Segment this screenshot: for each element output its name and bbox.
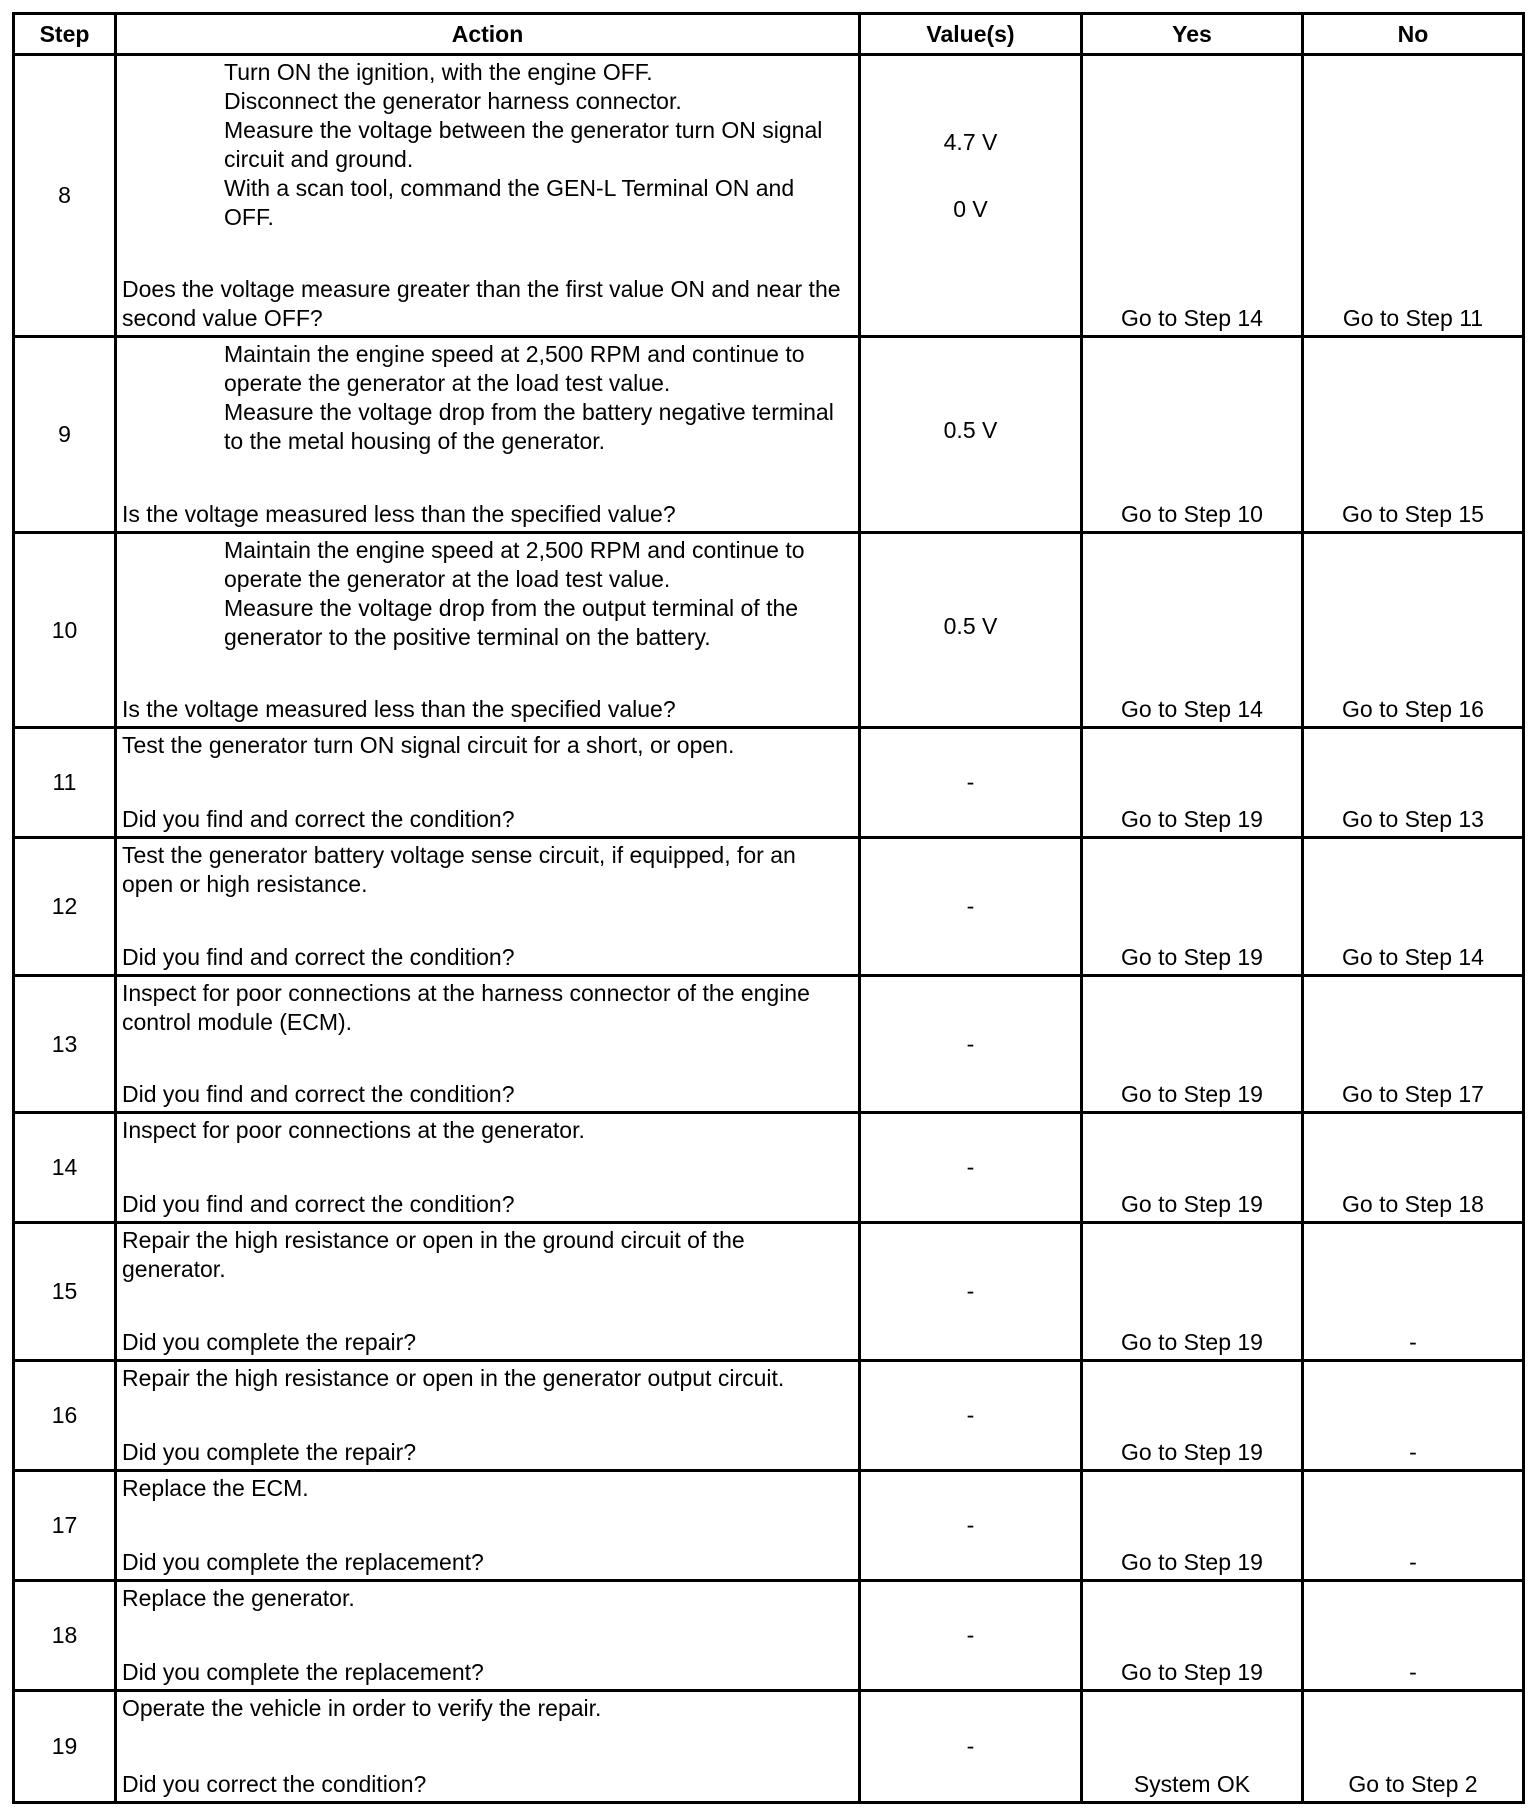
action-cell (116, 1113, 860, 1223)
no-result: - (1303, 1223, 1524, 1361)
step-number: 9 (14, 337, 116, 533)
step-number: 13 (14, 975, 116, 1113)
yes-result: Go to Step 19 (1082, 1223, 1303, 1361)
value-spacer (861, 157, 1080, 195)
specified-value: - (966, 1401, 975, 1428)
action-content (117, 1692, 858, 1801)
action-instruction: Measure the voltage between the generator turn ON signal circuit and ground. (224, 117, 823, 172)
action-instruction-list (122, 536, 850, 652)
action-content (117, 839, 858, 974)
action-instruction: Maintain the engine speed at 2,500 RPM and continue to operate the generator at the load test value. (224, 536, 805, 592)
action-content (117, 1362, 858, 1469)
action-question: Did you correct the condition? (122, 1771, 427, 1797)
action-instruction: Test the generator battery voltage sense circuit, if equipped, for an open or high resistance. (122, 842, 796, 898)
value-cell (860, 1361, 1082, 1471)
step-number: 10 (14, 532, 116, 728)
table-row (14, 1223, 1524, 1361)
action-question: Did you complete the repair? (122, 1438, 417, 1465)
action-question: Did you find and correct the condition? (122, 1191, 515, 1218)
step-number: 15 (14, 1223, 116, 1361)
action-cell (116, 1223, 860, 1361)
action-instruction: Inspect for poor connections at the generator. (122, 1117, 585, 1144)
action-question: Did you complete the replacement? (122, 1658, 484, 1685)
action-content (117, 1224, 858, 1359)
action-instruction: Measure the voltage drop from the battery negative terminal to the metal housing of the generator. (224, 399, 834, 455)
value-cell (860, 337, 1082, 533)
action-cell (116, 1580, 860, 1690)
specified-value: - (966, 1030, 975, 1057)
action-instruction: With a scan tool, command the GEN-L Terminal ON and OFF. (224, 175, 795, 230)
yes-result: Go to Step 14 (1082, 55, 1303, 337)
no-result: Go to Step 11 (1303, 55, 1524, 337)
specified-value: - (966, 769, 975, 796)
action-cell (116, 1361, 860, 1471)
value-cell (860, 975, 1082, 1113)
specified-value: - (966, 892, 975, 919)
step-number: 14 (14, 1113, 116, 1223)
action-question: Did you find and correct the condition? (122, 806, 515, 833)
table-row (14, 55, 1524, 337)
table-row (14, 838, 1524, 976)
yes-result: Go to Step 10 (1082, 337, 1303, 533)
header-values: Value(s) (860, 14, 1082, 55)
action-cell (116, 1690, 860, 1802)
action-content (117, 56, 858, 335)
action-question: Is the voltage measured less than the specified value? (122, 500, 676, 527)
action-instruction: Maintain the engine speed at 2,500 RPM and continue to operate the generator at the load test value. (224, 341, 805, 397)
action-instruction-list (122, 58, 850, 232)
specified-value: - (966, 1511, 975, 1538)
action-question: Did you complete the repair? (122, 1329, 417, 1356)
specified-value: 0 V (953, 195, 988, 222)
action-cell (116, 55, 860, 337)
action-instruction: Turn ON the ignition, with the engine OFF. (224, 59, 653, 85)
yes-result: Go to Step 19 (1082, 838, 1303, 976)
table-row (14, 1690, 1524, 1802)
action-instruction: Test the generator turn ON signal circuit for a short, or open. (122, 732, 735, 759)
yes-result: Go to Step 19 (1082, 1470, 1303, 1580)
action-cell (116, 975, 860, 1113)
action-instruction: Repair the high resistance or open in the generator output circuit. (122, 1365, 785, 1392)
value-cell (860, 1223, 1082, 1361)
step-number: 8 (14, 55, 116, 337)
value-cell (860, 55, 1082, 337)
specified-value: - (966, 1154, 975, 1181)
action-question: Did you find and correct the condition? (122, 1081, 515, 1108)
action-cell (116, 1470, 860, 1580)
no-result: - (1303, 1361, 1524, 1471)
specified-value: 4.7 V (943, 128, 998, 155)
table-row (14, 1113, 1524, 1223)
table-row (14, 1580, 1524, 1690)
header-row (14, 14, 1524, 55)
diagnostic-table (12, 12, 1525, 1804)
value-cell (860, 1470, 1082, 1580)
header-yes: Yes (1082, 14, 1303, 55)
header-step: Step (14, 14, 116, 55)
action-question: Did you complete the replacement? (122, 1548, 484, 1575)
action-question: Does the voltage measure greater than the first value ON and near the second value OFF? (122, 276, 841, 332)
no-result: - (1303, 1580, 1524, 1690)
no-result: - (1303, 1470, 1524, 1580)
table-body (14, 55, 1524, 1803)
action-instruction-list (122, 340, 850, 456)
action-cell (116, 532, 860, 728)
yes-result: Go to Step 19 (1082, 1580, 1303, 1690)
value-cell (860, 1580, 1082, 1690)
yes-result: Go to Step 14 (1082, 532, 1303, 728)
yes-result: Go to Step 19 (1082, 728, 1303, 838)
action-instruction: Operate the vehicle in order to verify the repair. (122, 1694, 602, 1721)
yes-result: Go to Step 19 (1082, 1113, 1303, 1223)
yes-result: Go to Step 19 (1082, 975, 1303, 1113)
action-content (117, 1114, 858, 1221)
action-instruction: Repair the high resistance or open in the ground circuit of the generator. (122, 1227, 745, 1283)
value-cell (860, 728, 1082, 838)
step-number: 16 (14, 1361, 116, 1471)
table-row (14, 337, 1524, 533)
no-result: Go to Step 14 (1303, 838, 1524, 976)
action-content (117, 1582, 858, 1689)
action-question: Is the voltage measured less than the specified value? (122, 696, 676, 723)
table-row (14, 975, 1524, 1113)
step-number: 18 (14, 1580, 116, 1690)
table-row (14, 1361, 1524, 1471)
no-result: Go to Step 2 (1303, 1690, 1524, 1802)
value-cell (860, 532, 1082, 728)
action-instruction: Replace the generator. (122, 1584, 355, 1611)
header-action: Action (116, 14, 860, 55)
no-result: Go to Step 16 (1303, 532, 1524, 728)
step-number: 11 (14, 728, 116, 838)
action-content (117, 338, 858, 531)
step-number: 12 (14, 838, 116, 976)
action-instruction: Disconnect the generator harness connector. (224, 88, 682, 114)
action-content (117, 1472, 858, 1579)
step-number: 19 (14, 1690, 116, 1802)
yes-result: System OK (1082, 1690, 1303, 1802)
no-result: Go to Step 15 (1303, 337, 1524, 533)
diagnostic-table-sheet (12, 12, 1522, 1804)
action-cell (116, 337, 860, 533)
table-row (14, 728, 1524, 838)
specified-value: 0.5 V (943, 612, 998, 639)
no-result: Go to Step 13 (1303, 728, 1524, 838)
value-cell (860, 1113, 1082, 1223)
header-no: No (1303, 14, 1524, 55)
specified-value: - (966, 1278, 975, 1305)
action-content (117, 729, 858, 836)
specified-value: - (966, 1732, 975, 1759)
no-result: Go to Step 17 (1303, 975, 1524, 1113)
specified-value: - (966, 1621, 975, 1648)
action-content (117, 977, 858, 1112)
table-row (14, 532, 1524, 728)
action-instruction: Replace the ECM. (122, 1474, 309, 1501)
action-question: Did you find and correct the condition? (122, 943, 515, 970)
table-row (14, 1470, 1524, 1580)
yes-result: Go to Step 19 (1082, 1361, 1303, 1471)
action-instruction: Inspect for poor connections at the harness connector of the engine control module (ECM). (122, 979, 810, 1035)
step-number: 17 (14, 1470, 116, 1580)
action-cell (116, 838, 860, 976)
no-result: Go to Step 18 (1303, 1113, 1524, 1223)
specified-value: 0.5 V (943, 417, 998, 444)
action-cell (116, 728, 860, 838)
action-instruction: Measure the voltage drop from the output terminal of the generator to the positive terminal on the battery. (224, 594, 799, 650)
action-content (117, 534, 858, 727)
value-cell (860, 838, 1082, 976)
value-cell (860, 1690, 1082, 1802)
